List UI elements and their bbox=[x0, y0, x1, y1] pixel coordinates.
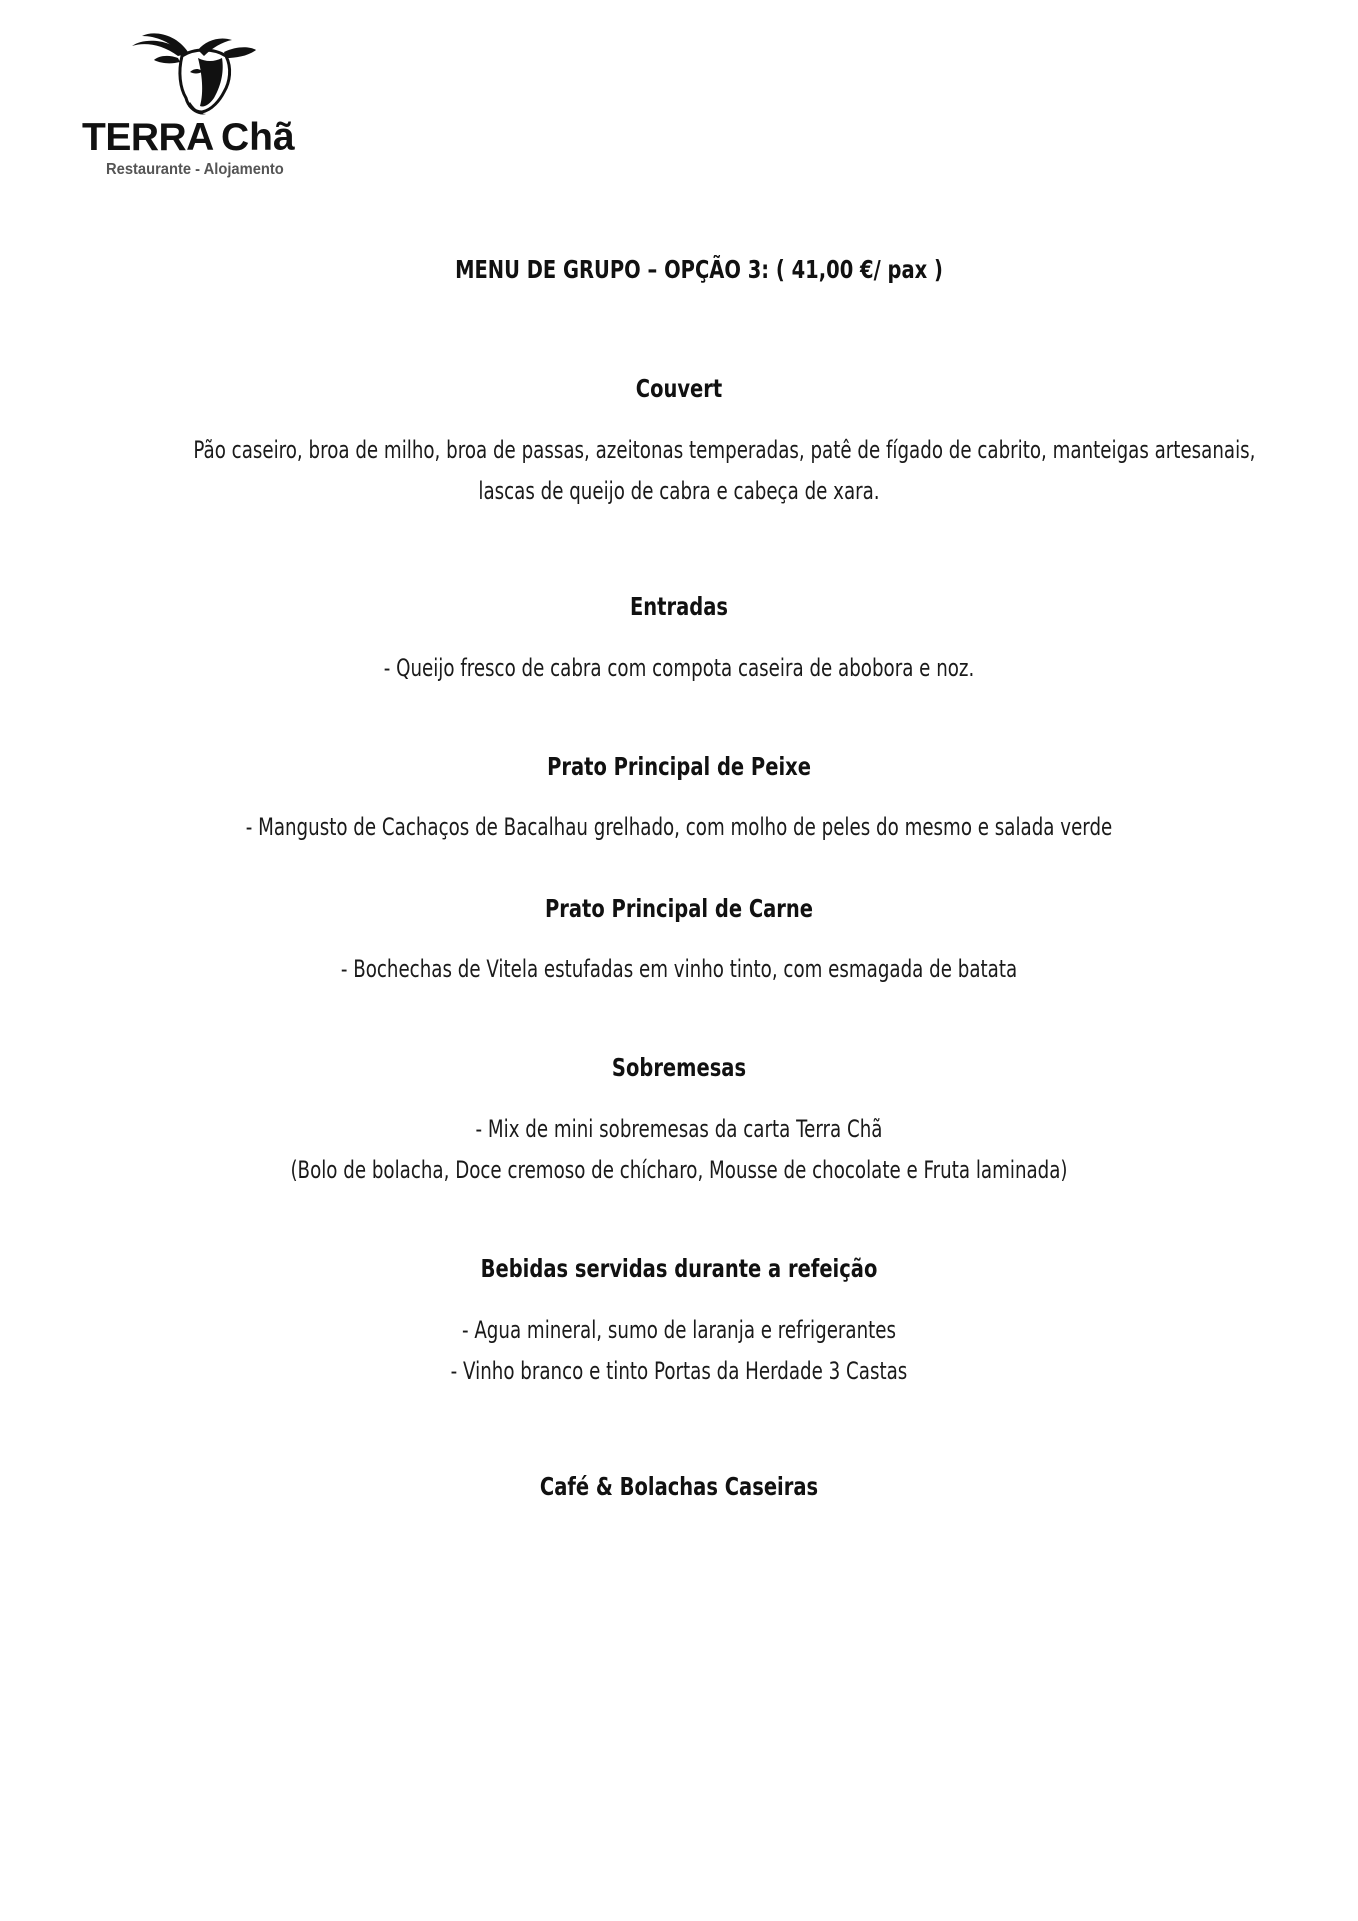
section-heading-couvert: Couvert bbox=[635, 374, 723, 403]
logo-brand-secondary: Chã bbox=[221, 116, 295, 159]
logo-tagline: Restaurante - Alojamento bbox=[106, 161, 284, 178]
couvert-line-1: Pão caseiro, broa de milho, broa de passas, azeitonas temperadas, patê de fígado de cabrito, manteigas artesanais, bbox=[193, 436, 1256, 464]
section-heading-cafe: Café & Bolachas Caseiras bbox=[539, 1472, 819, 1501]
section-heading-sobremesas: Sobremesas bbox=[611, 1053, 747, 1082]
section-heading-carne: Prato Principal de Carne bbox=[544, 894, 814, 923]
section-heading-peixe: Prato Principal de Peixe bbox=[547, 752, 811, 781]
bebidas-line-1: - Agua mineral, sumo de laranja e refrigerantes bbox=[461, 1316, 897, 1344]
logo-brand-primary: TERRA bbox=[82, 116, 214, 159]
sobremesas-line-1: - Mix de mini sobremesas da carta Terra Chã bbox=[475, 1115, 883, 1143]
bebidas-line-2: - Vinho branco e tinto Portas da Herdade 3 Castas bbox=[450, 1357, 908, 1385]
menu-title: MENU DE GRUPO – OPÇÃO 3: ( 41,00 €/ pax ) bbox=[455, 255, 943, 284]
section-heading-bebidas: Bebidas servidas durante a refeição bbox=[480, 1254, 878, 1283]
entradas-line-1: - Queijo fresco de cabra com compota caseira de abobora e noz. bbox=[383, 654, 975, 682]
carne-line-1: - Bochechas de Vitela estufadas em vinho tinto, com esmagada de batata bbox=[340, 955, 1018, 983]
section-heading-entradas: Entradas bbox=[629, 592, 729, 621]
couvert-line-2: lascas de queijo de cabra e cabeça de xara. bbox=[478, 477, 880, 505]
sobremesas-line-2: (Bolo de bolacha, Doce cremoso de chícharo, Mousse de chocolate e Fruta laminada) bbox=[290, 1156, 1068, 1184]
peixe-line-1: - Mangusto de Cachaços de Bacalhau grelhado, com molho de peles do mesmo e salada verde bbox=[245, 813, 1113, 841]
